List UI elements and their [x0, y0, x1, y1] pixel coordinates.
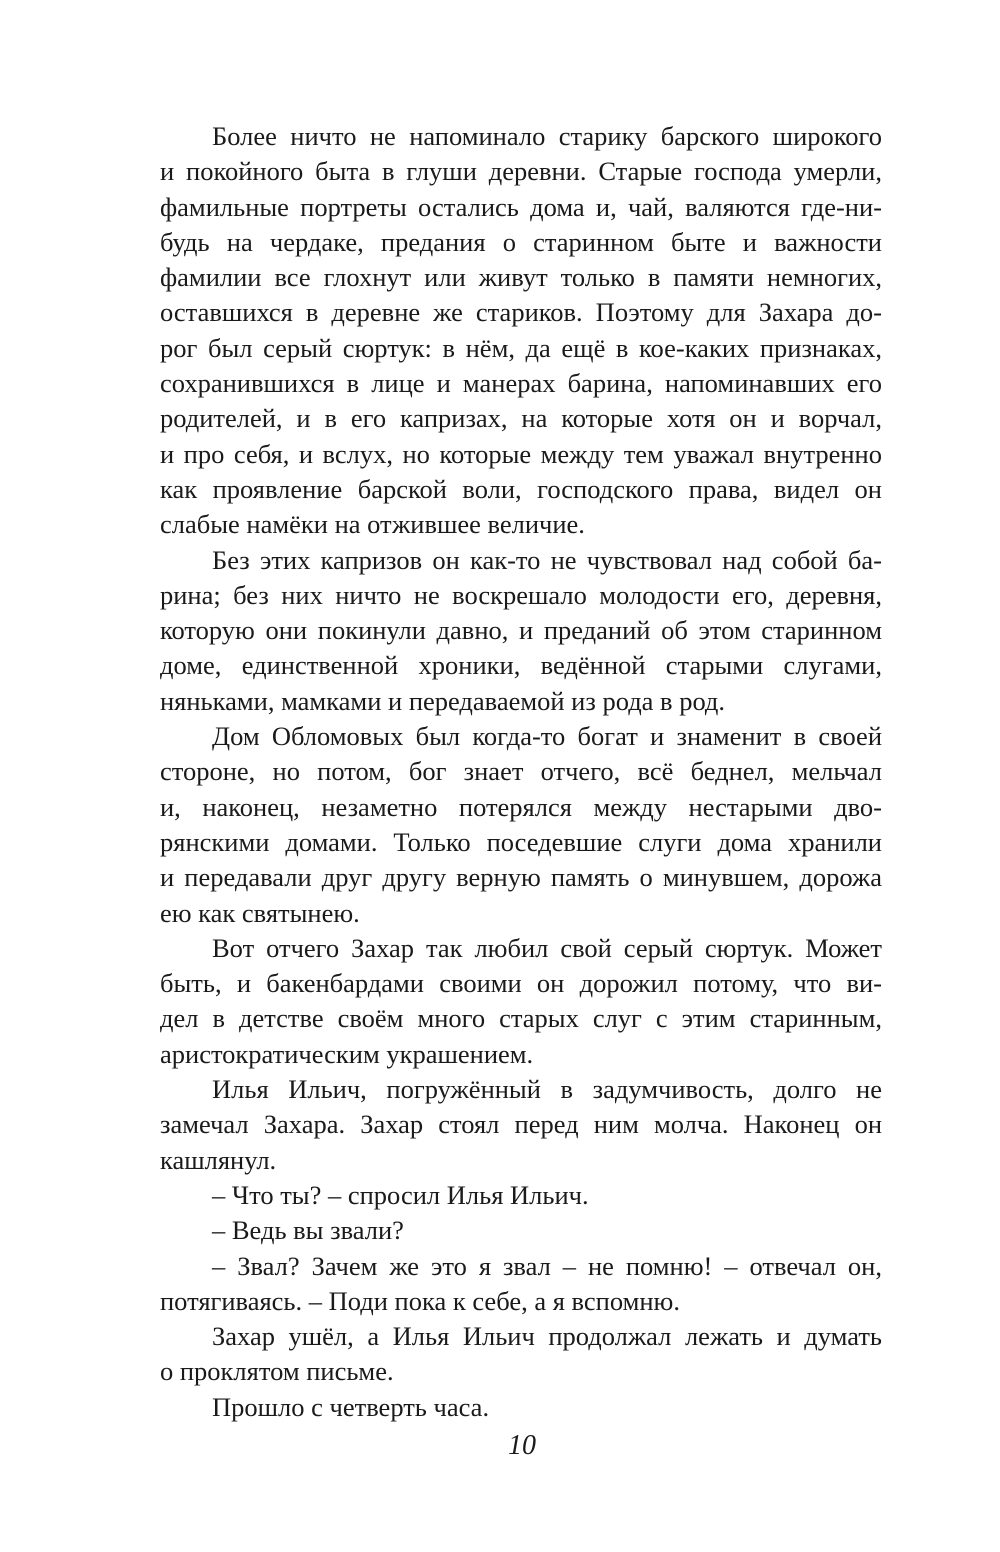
- text-line: Илья Ильич, погружённый в задумчивость, долго не: [212, 1074, 882, 1105]
- text-line: и про себя, и вслух, но которые между тем уважал внутренно: [160, 438, 882, 469]
- text-line: ею как святынею.: [160, 897, 360, 928]
- text-line: будь на чердаке, предания о старинном быте и важности: [160, 226, 882, 257]
- text-line: дел в детстве своём много старых слуг с этим старинным,: [160, 1003, 882, 1034]
- text-line: – Что ты? – спросил Илья Ильич.: [212, 1179, 589, 1210]
- text-line: быть, и бакенбардами своими он дорожил потому, что ви-: [160, 968, 882, 999]
- text-line: как проявление барской воли, господского права, видел он: [160, 473, 882, 504]
- text-line: и, наконец, незаметно потерялся между нестарыми дво-: [160, 791, 882, 822]
- text-line: аристократическим украшением.: [160, 1038, 534, 1069]
- text-line: доме, единственной хроники, ведённой старыми слугами,: [160, 650, 882, 681]
- text-line: оставшихся в деревне же стариков. Поэтому для Захара до-: [160, 297, 882, 328]
- page-number: 10: [508, 1430, 536, 1461]
- text-line: фамильные портреты остались дома и, чай, валяются где-ни-: [160, 191, 882, 222]
- text-line: родителей, и в его капризах, на которые хотя он и ворчал,: [160, 403, 882, 434]
- text-line: замечал Захара. Захар стоял перед ним молча. Наконец он: [160, 1109, 882, 1140]
- text-line: Вот отчего Захар так любил свой серый сюртук. Может: [212, 932, 882, 963]
- text-line: няньками, мамками и передаваемой из рода в род.: [160, 685, 726, 716]
- text-line: фамилии все глохнут или живут только в памяти немногих,: [160, 262, 882, 293]
- text-line: Без этих капризов он как-то не чувствовал над собой ба-: [212, 544, 882, 575]
- text-line: рина; без них ничто не воскрешало молодости его, деревня,: [160, 579, 882, 610]
- text-line: о проклятом письме.: [160, 1356, 394, 1387]
- text-line: слабые намёки на отжившее величие.: [160, 509, 585, 540]
- text-line: – Звал? Зачем же это я звал – не помню! – отвечал он,: [212, 1250, 882, 1281]
- text-line: сохранившихся в лице и манерах барина, напоминавших его: [160, 368, 882, 399]
- text-line: и передавали друг другу верную память о минувшем, дорожа: [160, 862, 882, 893]
- book-page-text: [160, 119, 882, 1425]
- text-line: потягиваясь. – Поди пока к себе, а я вспомню.: [160, 1285, 680, 1316]
- text-line: Прошло с четверть часа.: [212, 1391, 490, 1422]
- text-line: рянскими домами. Только поседевшие слуги дома хранили: [160, 826, 882, 857]
- text-line: Захар ушёл, а Илья Ильич продолжал лежать и думать: [212, 1321, 882, 1352]
- text-line: и покойного быта в глуши деревни. Старые господа умерли,: [160, 156, 882, 187]
- text-line: которую они покинули давно, и преданий об этом старинном: [160, 615, 882, 646]
- text-line: кашлянул.: [160, 1144, 277, 1175]
- text-line: Дом Обломовых был когда-то богат и знаменит в своей: [212, 721, 882, 752]
- text-line: рог был серый сюртук: в нём, да ещё в кое-каких признаках,: [160, 332, 882, 363]
- text-line: стороне, но потом, бог знает отчего, всё беднел, мельчал: [160, 756, 882, 787]
- text-line: – Ведь вы звали?: [212, 1215, 404, 1246]
- text-line: Более ничто не напоминало старику барского широкого: [212, 121, 882, 151]
